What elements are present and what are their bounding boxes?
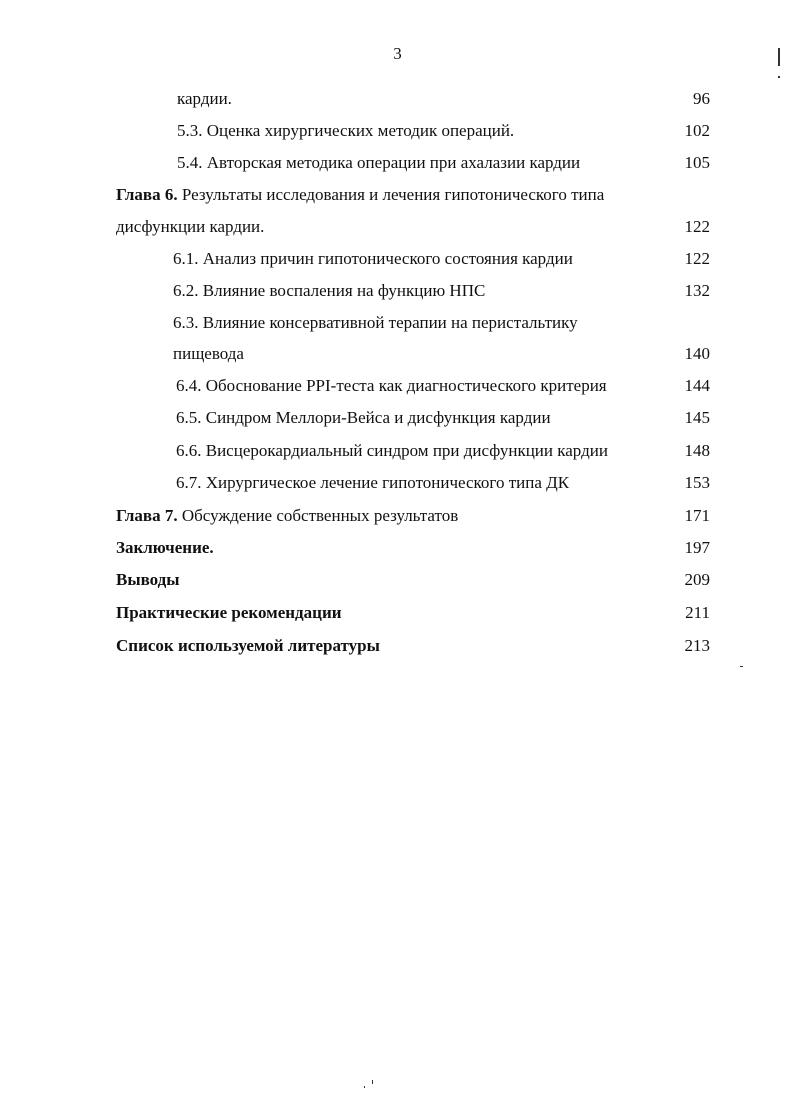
chapter-6-label: Глава 6. <box>116 185 178 204</box>
toc-entry-page: 144 <box>684 376 710 395</box>
toc-entry-text: 6.7. Хирургическое лечение гипотонического типа ДК <box>176 473 570 492</box>
chapter-6-title-line1: Результаты исследования и лечения гипотонического типа <box>177 185 605 204</box>
recommendations-page: 211 <box>685 603 710 622</box>
toc-entry-text: 6.5. Синдром Меллори-Вейса и дисфункция кардии <box>176 408 551 427</box>
recommendations-heading: Практические рекомендации <box>116 603 342 622</box>
toc-entry-page: 132 <box>684 281 710 300</box>
toc-entry-page: 153 <box>684 473 710 492</box>
toc-entry-text: 6.6. Висцерокардиальный синдром при дисфункции кардии <box>176 441 608 460</box>
chapter-7-heading <box>116 506 458 526</box>
references-heading: Список используемой литературы <box>116 636 380 655</box>
findings-page: 209 <box>684 570 710 589</box>
findings-heading: Выводы <box>116 570 180 589</box>
scan-artifact <box>740 666 743 667</box>
chapter-7-label: Глава 7. <box>116 506 178 525</box>
toc-entry-page: 148 <box>684 441 710 460</box>
toc-entry-text-cont: пищевода <box>173 344 244 363</box>
toc-entry-text: 6.3. Влияние консервативной терапии на перистальтику <box>173 313 578 332</box>
toc-entry-text: 6.2. Влияние воспаления на функцию НПС <box>173 281 486 300</box>
scan-artifact <box>778 76 780 78</box>
toc-entry-text: 5.4. Авторская методика операции при ахалазии кардии <box>177 153 581 172</box>
toc-entry-text: 5.3. Оценка хирургических методик операций. <box>177 121 515 140</box>
scan-artifact <box>372 1080 373 1084</box>
chapter-6-page: 122 <box>684 217 710 236</box>
toc-entry-text: 6.4. Обоснование PPI-теста как диагностического критерия <box>176 376 607 395</box>
toc-entry-page: 96 <box>693 89 710 108</box>
page-number: 3 <box>393 44 402 63</box>
toc-entry-text: 6.1. Анализ причин гипотонического состояния кардии <box>173 249 573 268</box>
scan-artifact <box>778 48 780 66</box>
scan-artifact <box>364 1086 365 1088</box>
toc-entry-page: 140 <box>684 344 710 363</box>
conclusion-page: 197 <box>684 538 710 557</box>
references-page: 213 <box>684 636 710 655</box>
toc-entry-page: 122 <box>684 249 710 268</box>
conclusion-heading: Заключение. <box>116 538 214 557</box>
toc-entry-page: 102 <box>684 121 710 140</box>
toc-entry-text: кардии. <box>177 89 232 108</box>
chapter-7-page: 171 <box>684 506 710 525</box>
chapter-6-heading <box>116 185 604 205</box>
toc-entry-page: 145 <box>684 408 710 427</box>
toc-entry-page: 105 <box>684 153 710 172</box>
chapter-7-title: Обсуждение собственных результатов <box>177 506 459 525</box>
chapter-6-title-line2: дисфункции кардии. <box>116 217 265 236</box>
